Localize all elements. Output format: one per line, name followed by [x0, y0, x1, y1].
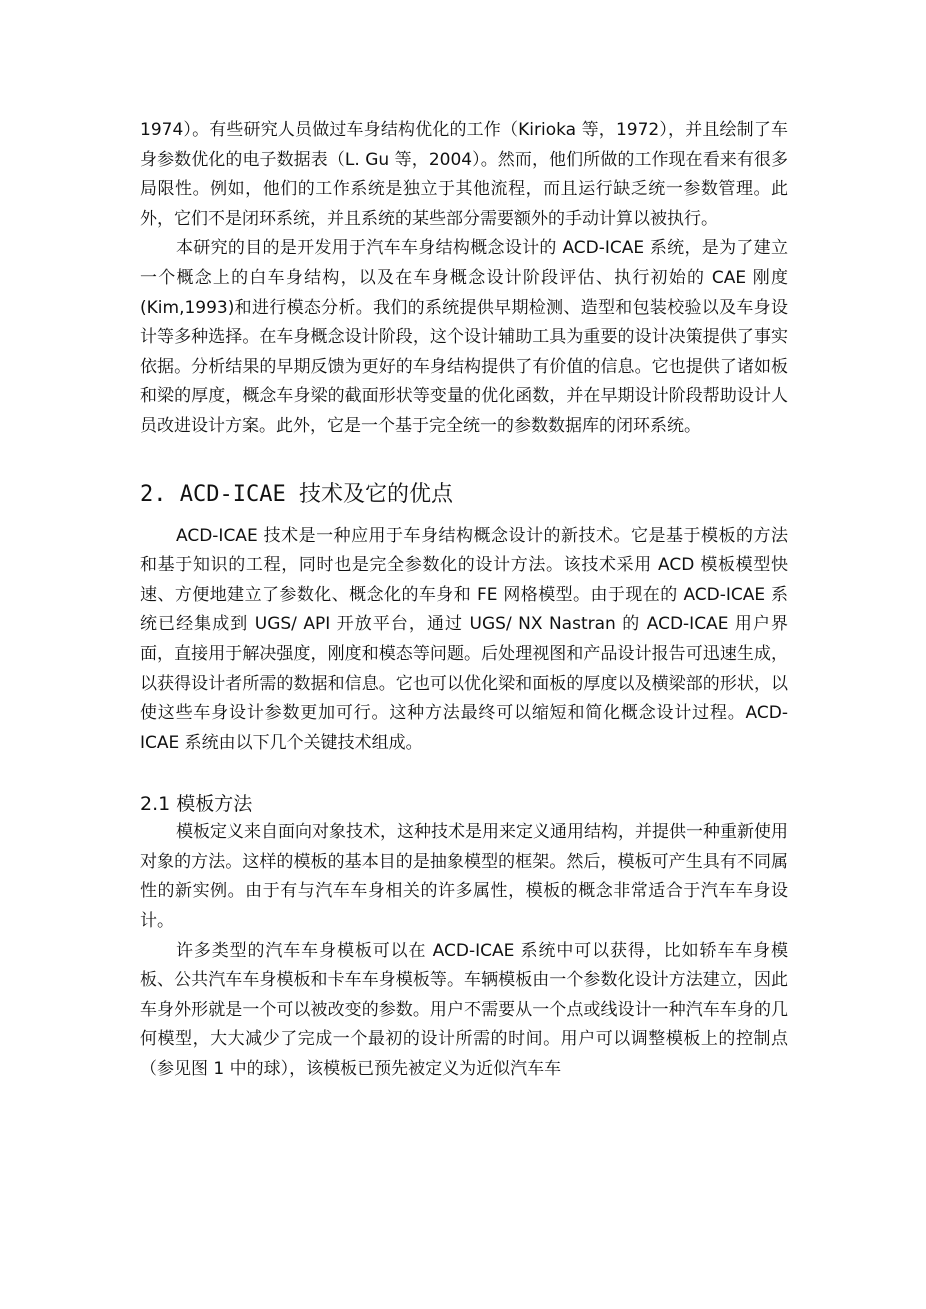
paragraph-acd-icae-intro: ACD-ICAE 技术是一种应用于车身结构概念设计的新技术。它是基于模板的方法和基于知识的工程，同时也是完全参数化的设计方法。该技术采用 ACD 模板模型快速、方便地建立了参数化、概念化的车身和 FE 网格模型。由于现在的 ACD-ICAE 系统已经集成到 UGS/ API 开放平台，通过 UGS/ NX Nastran 的 ACD-ICAE 用户界面，直接用于解决强度，刚度和模态等问题。后处理视图和产品设计报告可迅速生成，以获得设计者所需的数据和信息。它也可以优化梁和面板的厚度以及横梁部的形状，以使这些车身设计参数更加可行。这种方法最终可以缩短和简化概念设计过程。ACD-ICAE 系统由以下几个关键技术组成。	[140, 525, 788, 753]
paragraph-research-goal: 本研究的目的是开发用于汽车车身结构概念设计的 ACD-ICAE 系统，是为了建立一个概念上的白车身结构，以及在车身概念设计阶段评估、执行初始的 CAE 刚度(Kim,1993)和进行模态分析。我们的系统提供早期检测、造型和包装校验以及车身设计等多种选择。在车身概念设计阶段，这个设计辅助工具为重要的设计决策提供了事实依据。分析结果的早期反馈为更好的车身结构提供了有价值的信息。它也提供了诸如板和梁的厚度，概念车身梁的截面形状等变量的优化函数，并在早期设计阶段帮助设计人员改进设计方案。此外，它是一个基于完全统一的参数数据库的闭环系统。	[140, 238, 788, 436]
section-heading-2: 2. ACD-ICAE 技术及它的优点	[140, 481, 453, 507]
paragraph-template-types: 许多类型的汽车车身模板可以在 ACD-ICAE 系统中可以获得，比如轿车车身模板、公共汽车车身模板和卡车车身模板等。车辆模板由一个参数化设计方法建立，因此车身外形就是一个可以被改变的参数。用户不需要从一个点或线设计一种汽车车身的几何模型，大大减少了完成一个最初的设计所需的时间。用户可以调整模板上的控制点（参见图 1 中的球），该模板已预先被定义为近似汽车车	[140, 940, 788, 1080]
section-heading-2-1: 2.1 模板方法	[140, 793, 253, 816]
document-page	[140, 116, 788, 1085]
paragraph-continued: 1974）。有些研究人员做过车身结构优化的工作（Kirioka 等，1972），并且绘制了车身参数优化的电子数据表（L. Gu 等，2004）。然而，他们所做的工作现在看来有很多局限性。例如，他们的工作系统是独立于其他流程，而且运行缺乏统一参数管理。此外，它们不是闭环系统，并且系统的某些部分需要额外的手动计算以被执行。	[140, 120, 788, 229]
paragraph-template-definition: 模板定义来自面向对象技术，这种技术是用来定义通用结构，并提供一种重新使用对象的方法。这样的模板的基本目的是抽象模型的框架。然后，模板可产生具有不同属性的新实例。由于有与汽车车身相关的许多属性，模板的概念非常适合于汽车车身设计。	[140, 822, 788, 932]
